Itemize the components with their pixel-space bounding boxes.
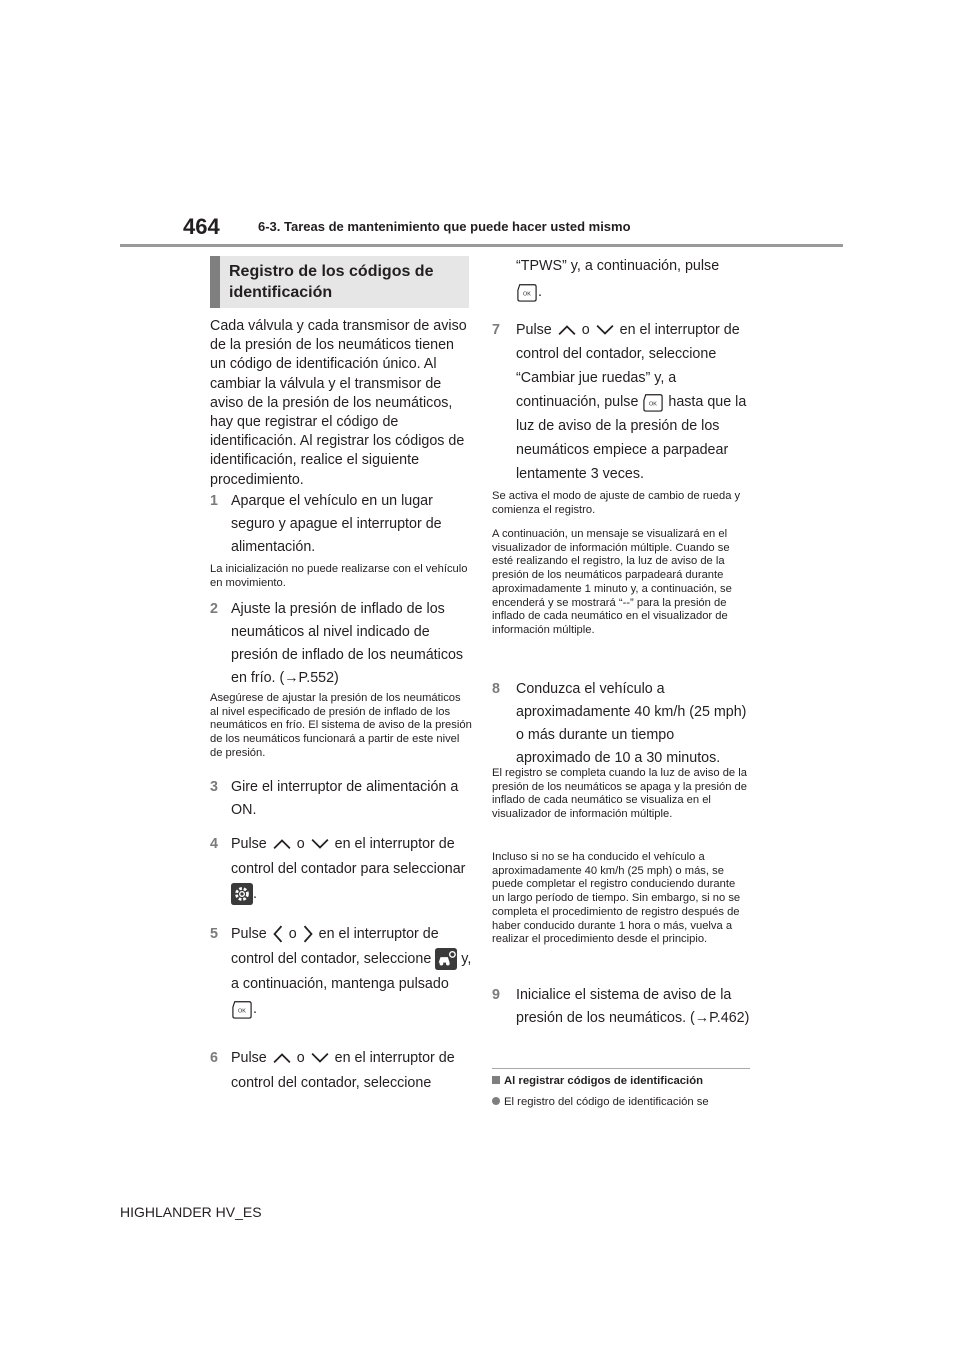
- step-word: Pulse: [231, 1050, 267, 1066]
- step-word: Pulse: [231, 836, 267, 852]
- step-word: en el interruptor de control del contador, seleccione “Cambiar jue ruedas” y, a continuación, pulse: [516, 322, 740, 410]
- step-text: Conduzca el vehículo a aproximadamente 40 km/h (25 mph) o más durante un tiempo aproximado de 10 a 30 minutos.: [516, 681, 747, 766]
- step-number: 6: [210, 1050, 218, 1066]
- step-6-continued: [516, 253, 746, 305]
- page-number: 464: [183, 214, 220, 239]
- footer-model: HIGHLANDER HV_ES: [120, 1204, 262, 1220]
- chevron-down-icon: [309, 837, 331, 851]
- section-title: 6-3. Tareas de mantenimiento que puede hacer usted mismo: [258, 219, 631, 234]
- step-text: Gire el interruptor de alimentación a ON.: [231, 779, 459, 818]
- chevron-down-icon: [309, 1051, 331, 1065]
- note-8a: El registro se completa cuando la luz de aviso de la presión de los neumáticos se apaga y la presión de inflado de cada neumático se visualiza en el visualizador de información múltiple.: [492, 767, 747, 821]
- step-word: .: [253, 886, 257, 902]
- bullet-text: El registro del código de identificación se: [504, 1096, 709, 1108]
- chevron-up-icon: [271, 1051, 293, 1065]
- subsection-bullet: [492, 1096, 709, 1108]
- note-8b: Incluso si no se ha conducido el vehículo a aproximadamente 40 km/h (25 mph) o más, se puede completar el registro conduciendo durante un largo período de tiempo. Sin embargo, si no se completa el procedimiento de registro después de haber conducido durante 1 hora o más, vuelva a realizar el procedimiento desde el principio.: [492, 851, 741, 946]
- round-bullet-icon: [492, 1097, 500, 1105]
- step-3: [210, 776, 472, 822]
- chevron-right-icon: [301, 923, 315, 945]
- step-number: 2: [210, 601, 218, 617]
- subsection-title: [492, 1075, 703, 1087]
- step-word: en el interruptor de control del contador, seleccione: [231, 1050, 455, 1091]
- step-word: o: [581, 322, 590, 338]
- intro-paragraph: Cada válvula y cada transmisor de aviso de la presión de los neumáticos tienen un código de identificación único. Al cambiar la válvula y el transmisor de aviso de la presión de los neumáticos, hay que registrar el código de identificación. Al registrar los códigos de identificación, realice el siguiente procedimiento.: [210, 318, 467, 488]
- step-word: en el interruptor de control del contador para seleccionar: [231, 836, 466, 877]
- square-bullet-icon: [492, 1076, 500, 1084]
- step-text: [231, 832, 472, 907]
- step-7: [492, 318, 750, 486]
- tire-settings-icon: [435, 948, 457, 970]
- step-number: 8: [492, 681, 500, 697]
- step-word: o: [288, 926, 297, 942]
- step-text: Inicialice el sistema de aviso de la presión de los neumáticos. (→P.462): [516, 987, 750, 1026]
- heading-text: Registro de los códigos de identificación: [229, 263, 434, 301]
- step-5: [210, 922, 472, 1022]
- step-text: [516, 318, 750, 486]
- divider: [492, 1068, 750, 1069]
- step-2: [210, 598, 472, 690]
- chevron-up-icon: [556, 323, 578, 337]
- step-number: 7: [492, 322, 500, 338]
- step-word: hasta que la luz de aviso de la presión de los neumáticos empiece a parpadear lentamente 3 veces.: [516, 394, 747, 482]
- step-number: 4: [210, 836, 218, 852]
- section-heading: [210, 256, 469, 308]
- note-7a: Se activa el modo de ajuste de cambio de rueda y comienza el registro.: [492, 490, 741, 516]
- step-number: 5: [210, 926, 218, 942]
- heading-accent-bar: [210, 256, 220, 308]
- step-6: [210, 1046, 472, 1096]
- step-9: [492, 984, 750, 1030]
- step-1: [210, 490, 472, 559]
- step-number: 1: [210, 493, 218, 509]
- step-word: en el interruptor de control del contador, seleccione: [231, 926, 439, 967]
- step-4: [210, 832, 472, 907]
- step-word: Pulse: [231, 926, 267, 942]
- step-8: [492, 678, 750, 770]
- step-word: “TPWS” y, a continuación, pulse: [516, 258, 720, 274]
- step-text: Ajuste la presión de inflado de los neumáticos al nivel indicado de presión de inflado de los neumáticos en frío. (→P.552): [231, 601, 464, 686]
- step-number: 9: [492, 987, 500, 1003]
- note-2: Asegúrese de ajustar la presión de los neumáticos al nivel especificado de presión de inflado de los neumáticos en frío. El sistema de aviso de la presión de los neumáticos funcionará a partir de este nivel de presión.: [210, 692, 472, 759]
- step-word: o: [296, 836, 305, 852]
- step-word: o: [296, 1050, 305, 1066]
- step-text: [231, 1046, 472, 1096]
- chevron-left-icon: [271, 923, 285, 945]
- ok-button-icon: [231, 999, 253, 1019]
- header-rule: [120, 244, 843, 247]
- ok-button-icon: [642, 392, 664, 412]
- note-7b: A continuación, un mensaje se visualizará en el visualizador de información múltiple. Cuando se esté realizando el registro, la luz de aviso de la presión de los neumáticos parpadeará durante aproximadamente 1 minuto y, a continuación, se encenderá y se mostrará “--” para la presión de inflado de cada neumático en el visualizador de información múltiple.: [492, 528, 732, 636]
- step-text: Aparque el vehículo en un lugar seguro y apague el interruptor de alimentación.: [231, 493, 442, 555]
- step-text: [231, 922, 472, 1022]
- ok-button-icon: [516, 282, 538, 302]
- step-word: .: [253, 1001, 257, 1017]
- step-word: y, a continuación, mantenga pulsado: [231, 951, 472, 992]
- step-word: Pulse: [516, 322, 552, 338]
- note-1: La inicialización no puede realizarse con el vehículo en movimiento.: [210, 563, 468, 589]
- step-word: .: [538, 284, 542, 300]
- gear-icon: [231, 883, 253, 905]
- step-number: 3: [210, 779, 218, 795]
- subsection-title-text: Al registrar códigos de identificación: [504, 1075, 703, 1087]
- chevron-down-icon: [594, 323, 616, 337]
- chevron-up-icon: [271, 837, 293, 851]
